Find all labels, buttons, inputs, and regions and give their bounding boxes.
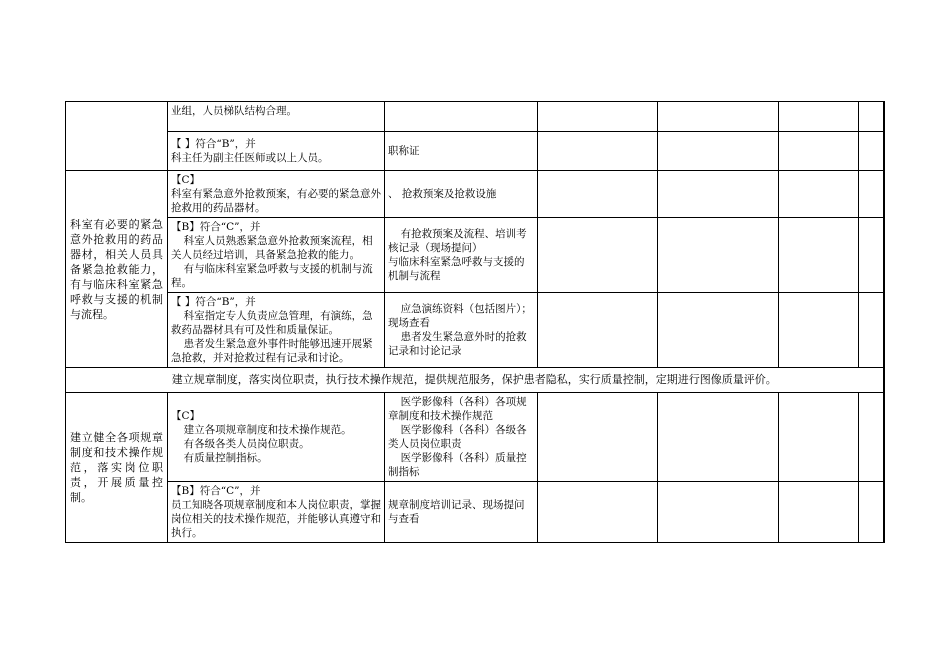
- score-cell: [859, 482, 884, 543]
- method-cell: [385, 218, 538, 293]
- score-cell: [658, 393, 779, 482]
- standard-text: 员工知晓各项规章制度和本人岗位职责，掌握岗位相关的技术操作规范，并能够认真遵守和执行。: [171, 499, 381, 539]
- table-row: [66, 218, 884, 293]
- score-cell: [658, 218, 779, 293]
- level-label: 【C】: [171, 410, 201, 422]
- standard-text: 建立各项规章制度和技术操作规范。: [183, 424, 352, 436]
- section-banner: 建立规章制度，落实岗位职责，执行技术操作规范，提供规范服务，保护患者隐私，实行质量控制，定期进行图像质量评价。: [66, 368, 884, 393]
- score-cell: [538, 482, 658, 543]
- level-label: 【C】: [171, 174, 201, 186]
- method-cell: [385, 132, 538, 171]
- level-label: 【B】符合“C”，并: [171, 221, 261, 233]
- table-row: [66, 293, 884, 368]
- score-cell: [859, 132, 884, 171]
- method-text: 、 抢救预案及抢救设施: [388, 188, 497, 200]
- table-row: [66, 368, 884, 393]
- score-cell: [538, 132, 658, 171]
- score-cell: [779, 393, 859, 482]
- score-cell: [538, 171, 658, 218]
- criterion-cell: [66, 102, 168, 171]
- score-cell: [779, 102, 859, 132]
- standard-text: 科室指定专人负责应急管理，有演练，急救药品器材具有可及性和质量保证。: [171, 310, 373, 336]
- standard-text: 科室人员熟悉紧急意外抢救预案流程，相关人员经过培训，具备紧急抢救的能力。: [171, 235, 373, 261]
- standard-cell: [168, 132, 385, 171]
- standard-cell: [168, 218, 385, 293]
- score-cell: [538, 293, 658, 368]
- method-text: 医学影像科（各科）各级各类人员岗位职责: [388, 424, 527, 450]
- evaluation-table: [65, 101, 885, 543]
- score-cell: [779, 218, 859, 293]
- method-text: 规章制度培训记录、现场提问与查看: [388, 499, 525, 525]
- standard-text: 有质量控制指标。: [183, 452, 268, 464]
- method-cell: [385, 171, 538, 218]
- criterion-cell: [66, 393, 168, 543]
- level-label: 【 】符合“B”，并: [171, 296, 256, 308]
- score-cell: [658, 102, 779, 132]
- score-cell: [859, 171, 884, 218]
- score-cell: [538, 102, 658, 132]
- score-cell: [859, 218, 884, 293]
- criterion-text: 科室有必要的紧急意外抢救用的药品器材，相关人员具备紧急抢救能力，有与临床科室紧急呼救与支援的机制与流程。: [70, 217, 163, 321]
- score-cell: [859, 393, 884, 482]
- score-cell: [538, 393, 658, 482]
- method-text: 患者发生紧急意外时的抢救记录和讨论记录: [388, 331, 527, 357]
- score-cell: [779, 482, 859, 543]
- level-label: 【B】符合“C”，并: [171, 485, 261, 497]
- method-cell: [385, 482, 538, 543]
- standard-text: 业组，人员梯队结构合理。: [171, 105, 297, 117]
- score-cell: [538, 218, 658, 293]
- method-text: 有抢救预案及流程、培训考核记录（现场提问）: [388, 228, 527, 254]
- table-row: [66, 102, 884, 132]
- standard-cell: [168, 482, 385, 543]
- table-row: [66, 132, 884, 171]
- method-cell: [385, 393, 538, 482]
- method-text: 医学影像科（各科）各项规章制度和技术操作规范: [388, 396, 527, 422]
- score-cell: [658, 482, 779, 543]
- standard-text: 有各级各类人员岗位职责。: [183, 438, 310, 450]
- criterion-text: 建立健全各项规章制度和技术操作规范，落实岗位职责，开展质量控制。: [70, 431, 163, 504]
- method-text: 职称证: [388, 145, 420, 157]
- score-cell: [658, 293, 779, 368]
- table-row: [66, 171, 884, 218]
- score-cell: [859, 293, 884, 368]
- standard-cell: [168, 171, 385, 218]
- standard-text: 科室有紧急意外抢救预案，有必要的紧急意外抢救用的药品器材。: [171, 188, 381, 214]
- criterion-cell: [66, 171, 168, 368]
- standard-text: 科主任为副主任医师或以上人员。: [171, 152, 329, 164]
- standard-cell: [168, 293, 385, 368]
- method-text: 医学影像科（各科）质量控制指标: [388, 452, 527, 478]
- score-cell: [779, 171, 859, 218]
- table-row: [66, 393, 884, 482]
- standard-text: 有与临床科室紧急呼救与支援的机制与流程。: [171, 263, 373, 289]
- score-cell: [658, 171, 779, 218]
- score-cell: [779, 132, 859, 171]
- method-cell: [385, 293, 538, 368]
- table-row: [66, 482, 884, 543]
- standard-cell: [168, 393, 385, 482]
- standard-text: 患者发生紧急意外事件时能够迅速开展紧急抢救，并对抢救过程有记录和讨论。: [171, 338, 373, 364]
- score-cell: [779, 293, 859, 368]
- score-cell: [859, 102, 884, 132]
- method-cell: [385, 102, 538, 132]
- standard-cell: [168, 102, 385, 132]
- level-label: 【 】符合“B”，并: [171, 138, 256, 150]
- method-text: 与临床科室紧急呼救与支援的机制与流程: [388, 256, 525, 282]
- score-cell: [658, 132, 779, 171]
- method-text: 应急演练资料（包括图片）；现场查看: [388, 303, 532, 329]
